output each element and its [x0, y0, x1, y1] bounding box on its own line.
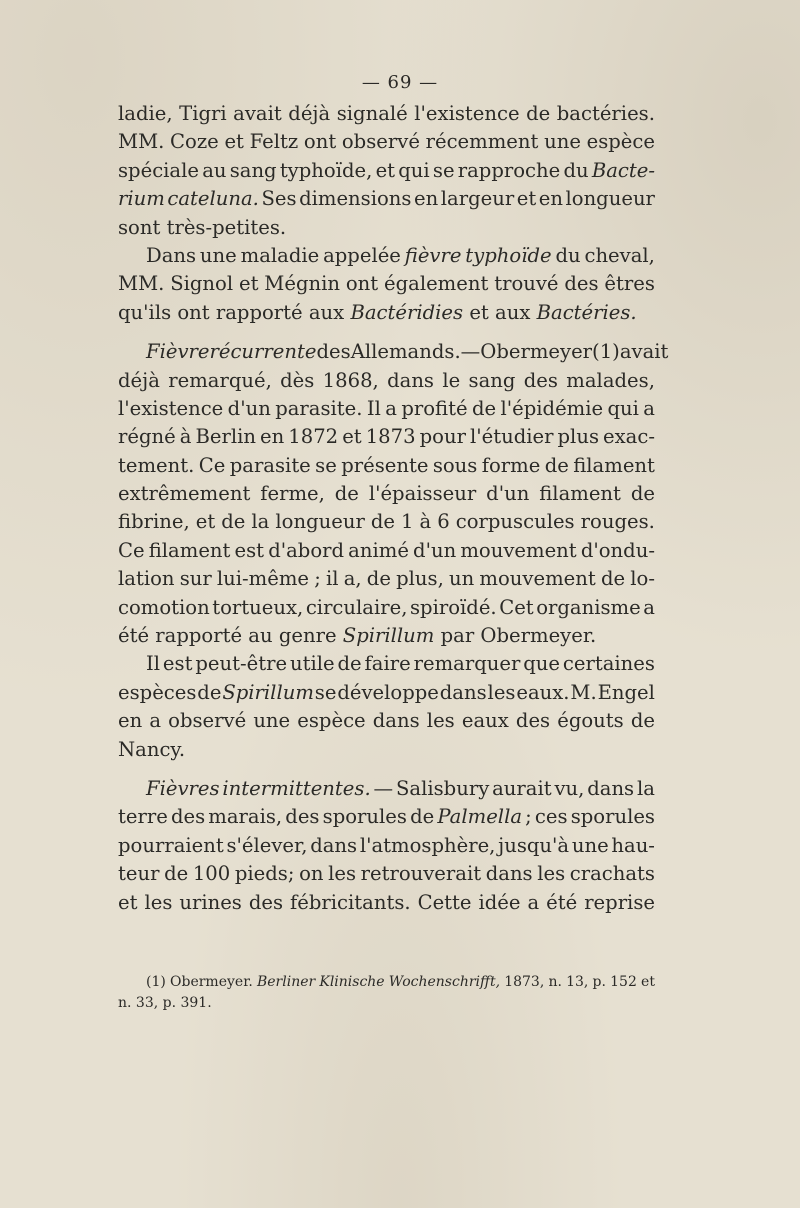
text-run: été rapporté au genre — [118, 624, 343, 648]
text-line: déjà remarqué, dès 1868, dans le sang des malades, — [118, 368, 655, 392]
text-line: extrêmement ferme, de l'épaisseur d'un filament de — [118, 482, 655, 506]
text-run: et aux — [463, 300, 537, 324]
footnote-line — [118, 993, 655, 1014]
text-line: MM. Coze et Feltz ont observé récemment une espèce — [118, 130, 655, 154]
body-text — [118, 100, 669, 917]
text-run: n. 33, p. 391. — [118, 995, 212, 1011]
text-line — [118, 622, 655, 650]
text-line — [118, 736, 655, 764]
text-run: sont très-petites. — [118, 215, 287, 239]
text-run: par Obermeyer. — [434, 624, 597, 648]
text-line: en a observé une espèce dans les eaux des égouts de — [118, 709, 655, 733]
text-line: teur de 100 pieds; on les retrouverait dans les crachats — [118, 862, 655, 886]
italic-text: Spirillum — [342, 624, 435, 648]
italic-text: Bactéridies — [350, 300, 464, 324]
text-line: Fièvres intermittentes. — Salisbury aurait vu, dans la — [146, 776, 655, 800]
text-line: Fièvre récurrente des Allemands.—Obermeyer (1) avait — [146, 340, 669, 364]
text-line: comotion tortueux, circulaire, spiroïdé. Cet organisme a — [118, 595, 655, 619]
footnotes — [118, 972, 655, 1014]
text-line: lation sur lui-même ; il a, de plus, un mouvement de lo- — [118, 567, 655, 591]
text-line: tement. Ce parasite se présente sous forme de filament — [118, 453, 655, 477]
text-line: Ce filament est d'abord animé d'un mouvement d'ondu- — [118, 538, 655, 562]
italic-text: Bactéries. — [536, 300, 637, 324]
text-line: espèces de Spirillum se développe dans les eaux. M. Engel — [118, 680, 655, 704]
text-line: terre des marais, des sporules de Palmella ; ces sporules — [118, 805, 655, 829]
paragraph-gap — [118, 327, 655, 338]
paragraph-gap — [118, 764, 655, 775]
text-line: Dans une maladie appelée fièvre typhoïde du cheval, — [146, 243, 655, 267]
text-run: qu'ils ont rapporté aux — [118, 300, 351, 324]
text-line: et les urines des fébricitants. Cette idée a été reprise — [118, 890, 655, 914]
text-line — [118, 214, 655, 242]
footnote-line: (1) Obermeyer. Berliner Klinische Wochenschrifft, 1873, n. 13, p. 152 et — [146, 974, 655, 990]
text-run: Nancy. — [118, 737, 186, 761]
text-line: ladie, Tigri avait déjà signalé l'existence de bactéries. — [118, 102, 655, 125]
text-line: MM. Signol et Mégnin ont également trouvé des êtres — [118, 272, 655, 296]
text-line: rium cateluna. Ses dimensions en largeur et en longueur — [118, 187, 655, 211]
text-line: fibrine, et de la longueur de 1 à 6 corpuscules rouges. — [118, 510, 655, 534]
page-number: — 69 — — [361, 72, 439, 93]
text-line: régné à Berlin en 1872 et 1873 pour l'étudier plus exac- — [118, 425, 655, 449]
text-line: spéciale au sang typhoïde, et qui se rapproche du Bacte- — [118, 158, 655, 182]
text-line — [118, 299, 655, 327]
text-line: pourraient s'élever, dans l'atmosphère, jusqu'à une hau- — [118, 833, 655, 857]
text-line: l'existence d'un parasite. Il a profité de l'épidémie qui a — [118, 396, 655, 420]
text-line: Il est peut-être utile de faire remarquer que certaines — [146, 652, 655, 676]
